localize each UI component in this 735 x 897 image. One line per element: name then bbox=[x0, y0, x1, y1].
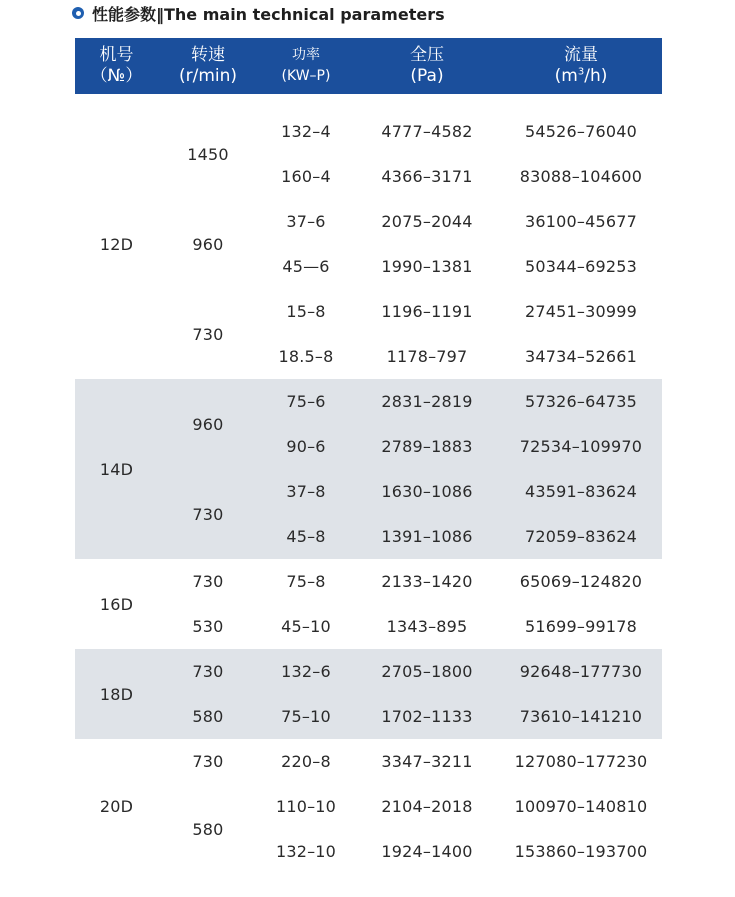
table-row bbox=[75, 604, 662, 649]
power-cell: 15–8 bbox=[286, 302, 326, 321]
pressure-cell: 1343–895 bbox=[386, 617, 468, 636]
model-group bbox=[75, 559, 662, 649]
header-flow: 流量 $(m^3/h)$ bbox=[554, 45, 608, 86]
speed-cell: 960 bbox=[192, 234, 224, 254]
model-group bbox=[75, 649, 662, 739]
pressure-cell: 1702–1133 bbox=[381, 707, 473, 726]
pressure-cell: 1391–1086 bbox=[381, 527, 473, 546]
table-row bbox=[75, 289, 662, 334]
table-row bbox=[75, 694, 662, 739]
pressure-cell: 1924–1400 bbox=[381, 842, 473, 861]
pressure-cell: 4366–3171 bbox=[381, 167, 473, 186]
power-cell: 110–10 bbox=[275, 797, 337, 816]
header-pressure: 全压 (Pa) bbox=[410, 45, 444, 86]
speed-cell: 530 bbox=[192, 617, 224, 636]
pressure-cell: 2075–2044 bbox=[381, 212, 473, 231]
table-row bbox=[75, 379, 662, 424]
header-power: 功率 (KW–P) bbox=[281, 47, 331, 84]
speed-cell: 580 bbox=[192, 707, 224, 726]
flow-cell: 73610–141210 bbox=[519, 707, 643, 726]
power-cell: 132–4 bbox=[281, 122, 331, 141]
speed-cell: 580 bbox=[192, 819, 224, 839]
model-cell: 20D bbox=[99, 797, 134, 816]
pressure-cell: 1196–1191 bbox=[381, 302, 473, 321]
flow-cell: 36100–45677 bbox=[525, 212, 637, 231]
power-cell: 220–8 bbox=[281, 752, 331, 771]
bullet-circle-icon bbox=[72, 7, 84, 19]
power-cell: 132–10 bbox=[275, 842, 337, 861]
flow-cell: 83088–104600 bbox=[519, 167, 643, 186]
flow-cell: 153860–193700 bbox=[514, 842, 648, 861]
pressure-cell: 1630–1086 bbox=[381, 482, 473, 501]
power-cell: 45—6 bbox=[282, 257, 330, 276]
pressure-cell: 1178–797 bbox=[386, 347, 468, 366]
table-row bbox=[75, 469, 662, 514]
flow-cell: 72059–83624 bbox=[525, 527, 637, 546]
pressure-cell: 2705–1800 bbox=[381, 662, 473, 681]
table-row bbox=[75, 514, 662, 559]
model-group bbox=[75, 94, 662, 379]
model-cell: 12D bbox=[99, 234, 134, 254]
model-group bbox=[75, 739, 662, 874]
speed-cell: 730 bbox=[192, 572, 224, 591]
pressure-cell: 3347–3211 bbox=[381, 752, 473, 771]
table-row bbox=[75, 109, 662, 154]
model-cell: 16D bbox=[99, 594, 134, 614]
flow-cell: 92648–177730 bbox=[519, 662, 643, 681]
flow-cell: 65069–124820 bbox=[519, 572, 643, 591]
model-group bbox=[75, 379, 662, 559]
header-speed: 转速 (r/min) bbox=[178, 45, 238, 86]
model-cell: 14D bbox=[99, 459, 134, 479]
table-row bbox=[75, 739, 662, 784]
flow-cell: 72534–109970 bbox=[519, 437, 643, 456]
pressure-cell: 2789–1883 bbox=[381, 437, 473, 456]
flow-cell: 57326–64735 bbox=[525, 392, 637, 411]
table-row bbox=[75, 829, 662, 874]
pressure-cell: 4777–4582 bbox=[381, 122, 473, 141]
power-cell: 45–8 bbox=[286, 527, 326, 546]
flow-cell: 51699–99178 bbox=[525, 617, 637, 636]
power-cell: 75–8 bbox=[286, 572, 326, 591]
power-cell: 45–10 bbox=[281, 617, 331, 636]
pressure-cell: 1990–1381 bbox=[381, 257, 473, 276]
table-row bbox=[75, 244, 662, 289]
power-cell: 75–6 bbox=[286, 392, 326, 411]
table-row bbox=[75, 199, 662, 244]
flow-cell: 43591–83624 bbox=[525, 482, 637, 501]
section-title bbox=[72, 2, 445, 24]
flow-cell: 54526–76040 bbox=[525, 122, 637, 141]
flow-cell: 127080–177230 bbox=[514, 752, 648, 771]
header-model: 机号 （№） bbox=[90, 45, 143, 86]
power-cell: 18.5–8 bbox=[278, 347, 334, 366]
speed-cell: 730 bbox=[192, 752, 224, 771]
speed-cell: 960 bbox=[192, 414, 224, 434]
table-row bbox=[75, 559, 662, 604]
pressure-cell: 2133–1420 bbox=[381, 572, 473, 591]
flow-cell: 27451–30999 bbox=[525, 302, 637, 321]
table-row bbox=[75, 154, 662, 199]
flow-cell: 34734–52661 bbox=[525, 347, 637, 366]
power-cell: 75–10 bbox=[281, 707, 331, 726]
table-body bbox=[75, 94, 662, 874]
speed-cell: 730 bbox=[192, 504, 224, 524]
flow-cell: 50344–69253 bbox=[525, 257, 637, 276]
speed-cell: 730 bbox=[192, 324, 224, 344]
parameters-table bbox=[75, 38, 662, 874]
speed-cell: 730 bbox=[192, 662, 224, 681]
speed-cell: 1450 bbox=[187, 144, 229, 164]
power-cell: 37–8 bbox=[286, 482, 326, 501]
model-cell: 18D bbox=[99, 684, 134, 704]
power-cell: 37–6 bbox=[286, 212, 326, 231]
table-row bbox=[75, 424, 662, 469]
table-row bbox=[75, 334, 662, 379]
pressure-cell: 2104–2018 bbox=[381, 797, 473, 816]
section-title-text: 性能参数‖The main technical parameters bbox=[92, 4, 445, 24]
power-cell: 90–6 bbox=[286, 437, 326, 456]
flow-cell: 100970–140810 bbox=[514, 797, 648, 816]
power-cell: 132–6 bbox=[281, 662, 331, 681]
table-row bbox=[75, 649, 662, 694]
power-cell: 160–4 bbox=[281, 167, 331, 186]
table-header bbox=[75, 38, 662, 94]
pressure-cell: 2831–2819 bbox=[381, 392, 473, 411]
table-row bbox=[75, 784, 662, 829]
